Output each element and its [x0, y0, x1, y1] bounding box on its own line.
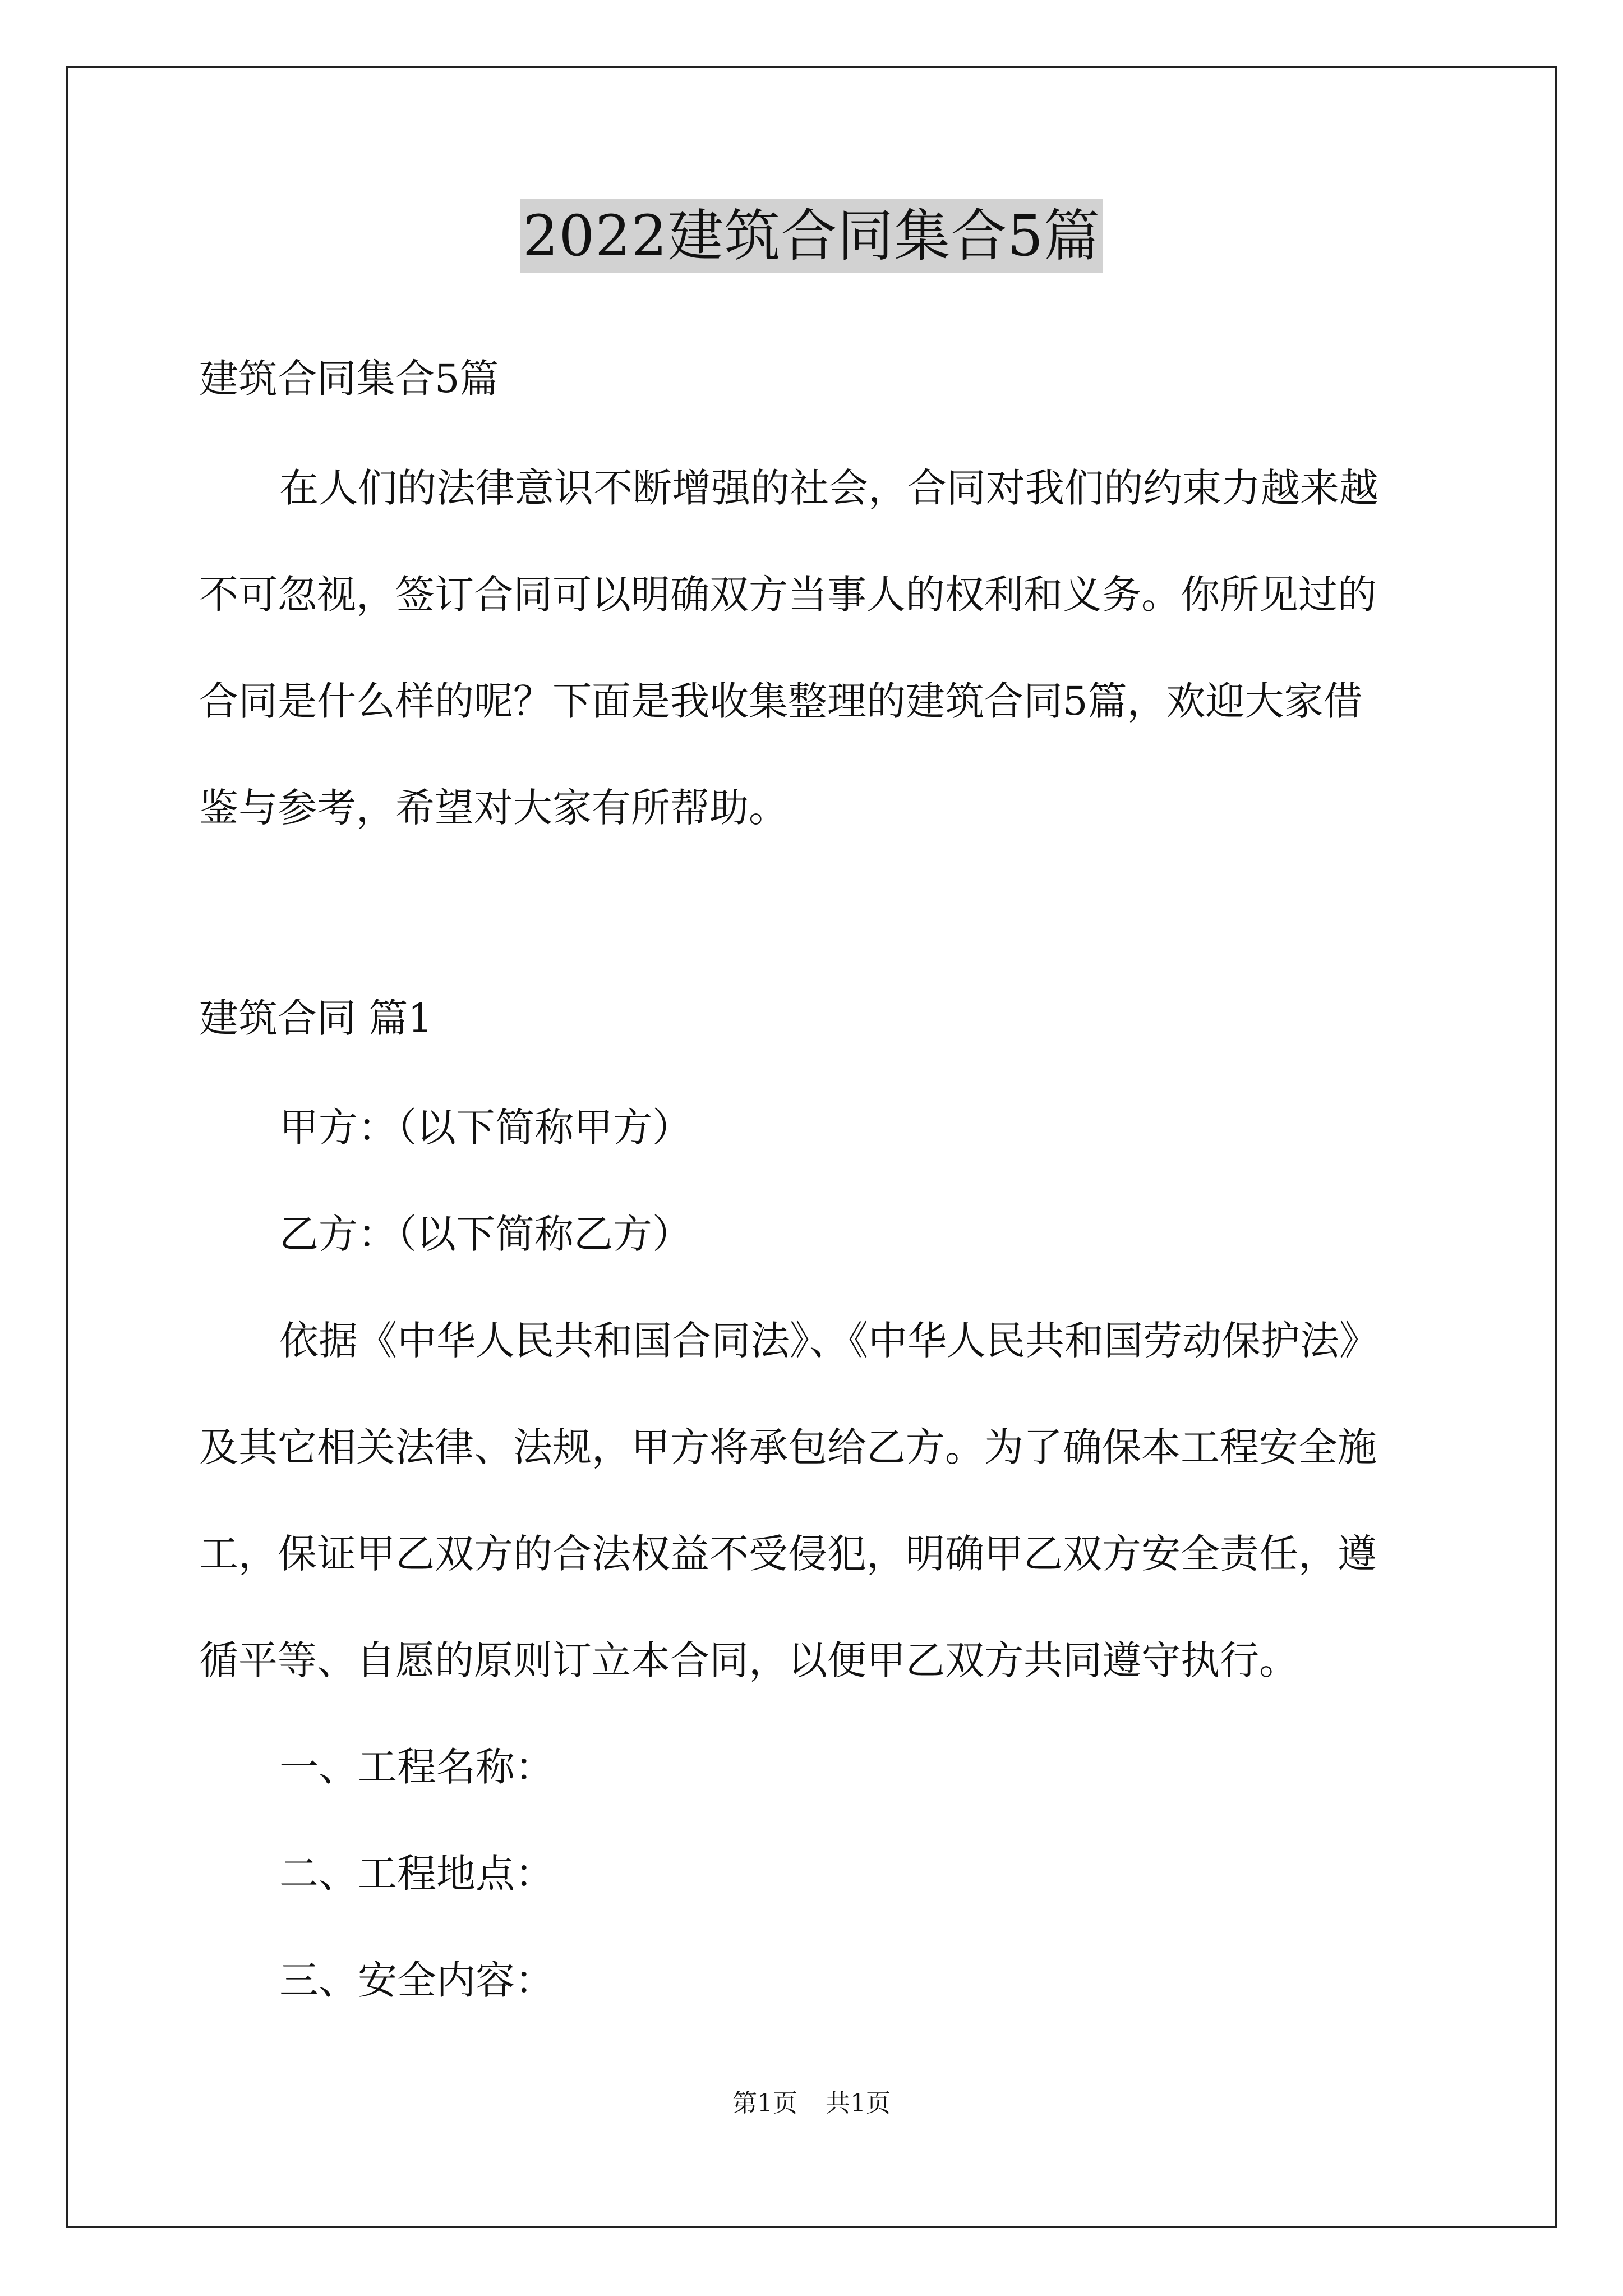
page-footer [0, 2087, 1623, 2120]
intro-line: 合同是什么样的呢？下面是我收集整理的建筑合同5篇，欢迎大家借 [199, 678, 1363, 724]
item-project-name: 一、工程名称： [279, 1744, 554, 1790]
intro-line: 鉴与参考，希望对大家有所帮助。 [199, 785, 788, 831]
section-heading: 建筑合同 篇1 [199, 995, 433, 1041]
page-total: 共1页 [826, 2089, 891, 2118]
intro-line: 在人们的法律意识不断增强的社会，合同对我们的约束力越来越 [279, 465, 1378, 511]
page-number: 第1页 [732, 2089, 797, 2118]
document-title: 2022建筑合同集合5篇 [520, 199, 1103, 273]
party-b-line: 乙方：（以下简称乙方） [279, 1211, 691, 1257]
basis-line: 循平等、自愿的原则订立本合同，以便甲乙双方共同遵守执行。 [199, 1637, 1298, 1683]
item-project-location: 二、工程地点： [279, 1851, 554, 1897]
party-a-line: 甲方：（以下简称甲方） [279, 1105, 691, 1151]
basis-line: 及其它相关法律、法规，甲方将承包给乙方。为了确保本工程安全施 [199, 1424, 1377, 1470]
item-safety-content: 三、安全内容： [279, 1957, 554, 2003]
basis-line: 工，保证甲乙双方的合法权益不受侵犯，明确甲乙双方安全责任，遵 [199, 1531, 1377, 1577]
basis-line: 依据《中华人民共和国合同法》、《中华人民共和国劳动保护法》 [279, 1318, 1378, 1364]
intro-line: 不可忽视，签订合同可以明确双方当事人的权利和义务。你所见过的 [199, 572, 1377, 618]
title-area [0, 199, 1623, 273]
document-subtitle: 建筑合同集合5篇 [199, 356, 499, 402]
